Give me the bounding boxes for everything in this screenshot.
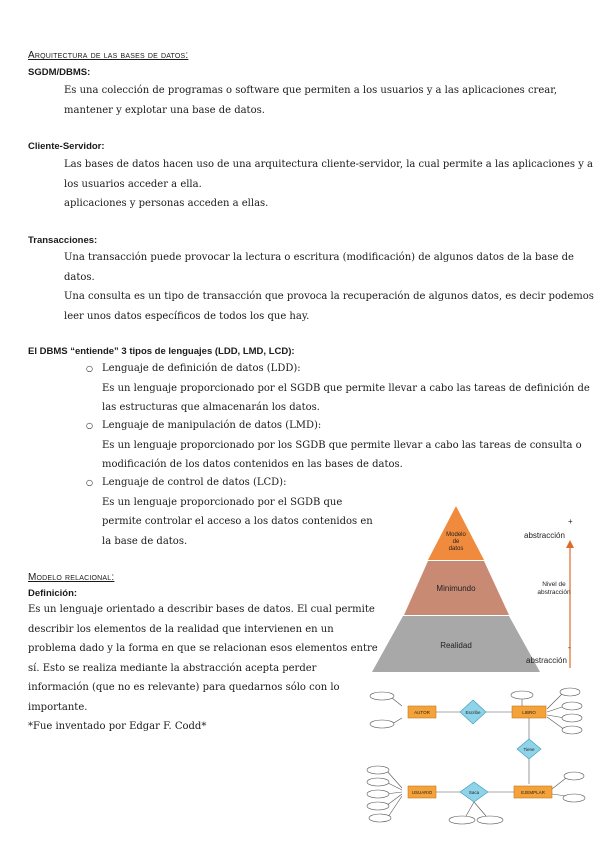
text-line: los usuarios acceder a ella. bbox=[64, 178, 202, 190]
attribute-ellipse bbox=[511, 691, 533, 699]
text-line: describir los elementos de la realidad que intervienen en un bbox=[28, 623, 334, 635]
cs-text bbox=[64, 155, 593, 214]
text-line: la base de datos. bbox=[102, 535, 188, 547]
section-title-arquitectura: Arquitectura de las bases de datos: bbox=[28, 50, 189, 61]
relation-label: Tiene bbox=[523, 747, 535, 752]
entity-label: LIBRO bbox=[522, 710, 536, 715]
sgdm-text bbox=[64, 81, 557, 120]
text-line: Una transacción puede provocar la lectura o escritura (modificación) de algunos datos de la base de bbox=[64, 252, 574, 263]
list-item-ldd bbox=[86, 359, 590, 418]
text-line: Es un lenguaje orientado a describir bases de datos. El cual permite bbox=[28, 604, 375, 615]
text-line: modificación de los datos contenidos en las bases de datos. bbox=[102, 459, 403, 470]
text-line: permite controlar el acceso a los datos contenidos en bbox=[102, 516, 373, 527]
entity-label: AUTOR bbox=[414, 710, 430, 715]
attribute-ellipse bbox=[562, 714, 582, 722]
bullet-icon: ○ bbox=[86, 364, 93, 373]
heading-lenguajes: El DBMS “entiende” 3 tipos de lenguajes (LDD, LMD, LCD): bbox=[28, 346, 295, 357]
text-line: Es un lenguaje proporcionado por el SGDB que bbox=[102, 496, 343, 508]
abstraction-pyramid bbox=[368, 500, 588, 680]
text-line: datos. bbox=[64, 271, 95, 283]
text-line: Es un lenguaje proporcionado por el SGDB que permite llevar a cabo las tareas de definición de bbox=[102, 382, 590, 394]
list-item-lmd bbox=[86, 416, 582, 475]
attribute-ellipse bbox=[367, 778, 389, 786]
pyramid-label-top: Modelo de datos bbox=[446, 532, 466, 552]
list-item-title: Lenguaje de control de datos (LCD): bbox=[102, 477, 287, 488]
pyramid-label-mid: Minimundo bbox=[436, 584, 476, 593]
list-item-title: Lenguaje de manipulación de datos (LMD): bbox=[102, 420, 322, 431]
pyramid-label-bottom: Realidad bbox=[440, 641, 472, 650]
attribute-ellipse bbox=[560, 688, 580, 696]
attribute-ellipse bbox=[564, 772, 584, 780]
heading-transacciones: Transacciones: bbox=[28, 235, 98, 246]
attribute-ellipse bbox=[449, 816, 475, 824]
text-line: Las bases de datos hacen uso de una arquitectura cliente-servidor, la cual permite a las aplicaciones y a bbox=[64, 159, 594, 170]
text-line: sí. Esto se realiza mediante la abstracción acepta perder bbox=[28, 662, 317, 674]
text-line: las estructuras que almacenarán los datos. bbox=[102, 402, 320, 413]
attribute-ellipse bbox=[562, 702, 582, 710]
attribute-ellipse bbox=[563, 794, 585, 802]
attribute-ellipse bbox=[369, 814, 391, 822]
er-diagram bbox=[362, 684, 592, 834]
label-abstraccion-bottom: abstracción bbox=[526, 656, 567, 665]
minus-sign: - bbox=[568, 643, 571, 652]
relation-label: Saca bbox=[468, 790, 480, 795]
text-line: problema dado y la forma en que se relacionan esos elementos entre bbox=[28, 643, 378, 654]
definicion-text bbox=[28, 600, 378, 737]
text-line: mantener y explotar una base de datos. bbox=[64, 104, 265, 116]
plus-sign: + bbox=[568, 517, 573, 526]
heading-definicion: Definición: bbox=[28, 588, 78, 599]
text-line: leer unos datos específicos de todos los que hay. bbox=[64, 310, 310, 322]
attribute-ellipse bbox=[562, 726, 582, 734]
heading-cliente-servidor: Cliente-Servidor: bbox=[28, 141, 105, 152]
attribute-ellipse bbox=[370, 692, 394, 700]
label-nivel-abstraccion: Nivel de abstracción bbox=[537, 581, 571, 596]
text-line: Una consulta es un tipo de transacción que provoca la recuperación de algunos datos, es decir podemos bbox=[64, 291, 594, 302]
bullet-icon: ○ bbox=[86, 478, 93, 487]
attribute-ellipse bbox=[370, 720, 394, 728]
text-line: Es un lenguaje proporcionado por los SGDB que permite llevar a cabo las tareas de consulta o bbox=[102, 439, 582, 451]
text-line: información (que no es relevante) para quedarnos sólo con lo bbox=[28, 682, 340, 693]
attribute-ellipse bbox=[367, 766, 389, 774]
label-abstraccion-top: abstracción bbox=[524, 531, 565, 540]
attribute-ellipse bbox=[477, 816, 503, 824]
entity-label: EJEMPLAR bbox=[521, 790, 545, 795]
text-line: importante. bbox=[28, 701, 88, 713]
text-line: Es una colección de programas o software que permiten a los usuarios y a las aplicaciones crear, bbox=[64, 85, 558, 96]
text-line: aplicaciones y personas acceden a ellas. bbox=[64, 198, 269, 209]
list-item-lcd bbox=[86, 473, 373, 551]
bullet-icon: ○ bbox=[86, 421, 93, 430]
relation-label: Escribe bbox=[465, 710, 481, 715]
arrow-head-icon bbox=[566, 540, 574, 548]
text-line: *Fue inventado por Edgar F. Codd* bbox=[28, 721, 207, 732]
heading-sgdm: SGDM/DBMS: bbox=[28, 67, 91, 78]
section-title-modelo-relacional: Modelo relacional: bbox=[28, 572, 115, 583]
attribute-ellipse bbox=[367, 790, 389, 798]
entity-label: USUARIO bbox=[411, 790, 433, 795]
tx-text bbox=[64, 248, 594, 326]
attribute-ellipse bbox=[367, 802, 389, 810]
list-item-title: Lenguaje de definición de datos (LDD): bbox=[102, 363, 301, 374]
